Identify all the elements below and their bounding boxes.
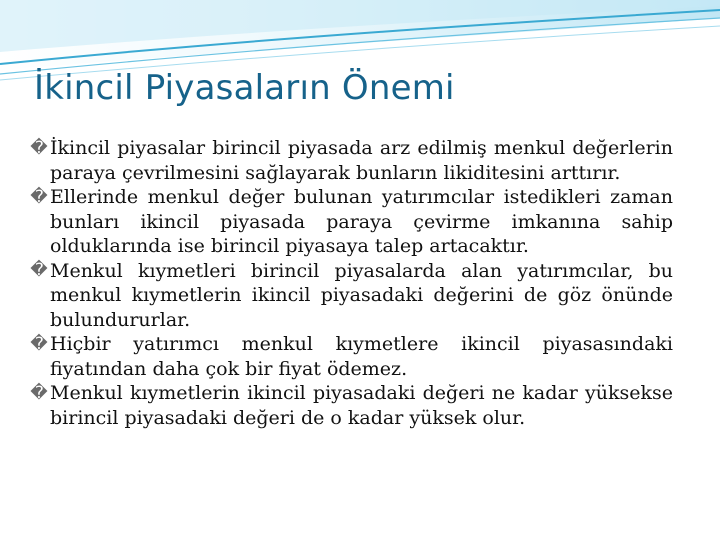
bullet-marker-icon: � xyxy=(30,137,48,158)
bullet-text: Menkul kıymetlerin ikincil piyasadaki değeri ne kadar yüksekse birincil piyasadaki değeri de o kadar yüksek olur. xyxy=(50,382,673,429)
bullet-marker-icon: � xyxy=(30,186,48,207)
bullet-text: Menkul kıymetleri birincil piyasalarda alan yatırımcılar, bu menkul kıymetlerin ikincil piyasadaki değerini de göz önünde bulundururlar. xyxy=(50,259,673,331)
bullet-item xyxy=(28,185,673,259)
bullet-marker-icon: � xyxy=(30,260,48,281)
bullet-text: Ellerinde menkul değer bulunan yatırımcılar istedikleri zaman bunları ikincil piyasada paraya çevirme imkanına sahip olduklarında ise birincil piyasaya talep artacaktır. xyxy=(50,186,673,257)
bullet-item xyxy=(28,332,673,381)
bullet-list xyxy=(28,136,673,430)
bullet-text: Hiçbir yatırımcı menkul kıymetlere ikincil piyasasındaki fiyatından daha çok bir fiyat ödemez. xyxy=(50,333,673,380)
bullet-marker-icon: � xyxy=(30,382,48,403)
slide-title: İkincil Piyasaların Önemi xyxy=(34,68,455,108)
bullet-item xyxy=(28,259,673,333)
bullet-item xyxy=(28,136,673,185)
bullet-text: İkincil piyasalar birincil piyasada arz edilmiş menkul değerlerin paraya çevrilmesini sağlayarak bunların likiditesini arttırır. xyxy=(50,137,673,184)
bullet-marker-icon: � xyxy=(30,333,48,354)
bullet-item xyxy=(28,381,673,430)
